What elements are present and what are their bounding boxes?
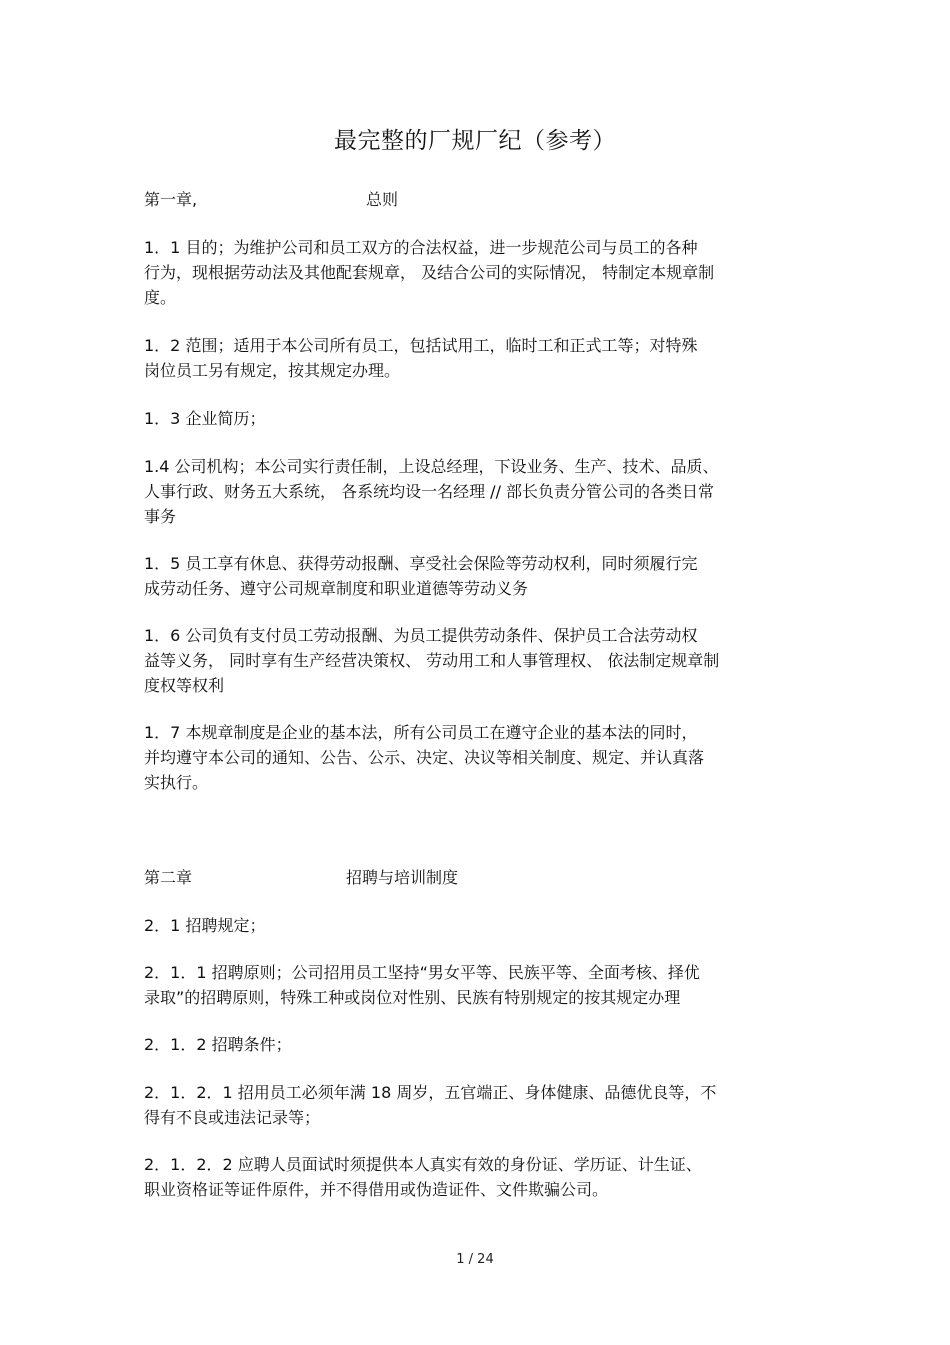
paragraph-2-1	[144, 913, 804, 938]
paragraph-2-1-1	[144, 960, 804, 1010]
text-line: 录取”的招聘原则，特殊工种或岗位对性别、民族有特别规定的按其规定办理	[144, 988, 681, 1007]
paragraph-1-4	[144, 454, 804, 529]
paragraph-1-2	[144, 333, 804, 383]
page-number: 1 / 24	[456, 1252, 494, 1267]
chapter-name: 招聘与培训制度	[346, 868, 459, 887]
text-line: 1．6 公司负有支付员工劳动报酬、为员工提供劳动条件、保护员工合法劳动权	[144, 626, 698, 645]
paragraph-2-1-2-2	[144, 1152, 804, 1202]
text-line: 1．3 企业简历；	[144, 409, 266, 428]
paragraph-2-1-2-1	[144, 1080, 804, 1130]
text-line: 1．7 本规章制度是企业的基本法，所有公司员工在遵守企业的基本法的同时，	[144, 723, 698, 742]
text-line: 得有不良或违法记录等；	[144, 1108, 321, 1127]
text-line: 职业资格证等证件原件，并不得借用或伪造证件、文件欺骗公司。	[144, 1180, 609, 1199]
text-line: 1．2 范围；适用于本公司所有员工，包括试用工，临时工和正式工等；对特殊	[144, 336, 698, 355]
chapter-name: 总则	[366, 190, 399, 209]
text-line: 实执行。	[144, 773, 209, 792]
paragraph-1-1	[144, 235, 804, 310]
chapter-label: 第一章,	[144, 190, 198, 209]
text-line: 1．1 目的；为维护公司和员工双方的合法权益，进一步规范公司与员工的各种	[144, 238, 698, 257]
text-line: 度。	[144, 288, 177, 307]
text-line: 2．1．2．1 招用员工必须年满 18 周岁，五官端正、身体健康、品德优良等，不	[144, 1083, 717, 1102]
text-line: 1.4 公司机构；本公司实行责任制，上设总经理，下设业务、生产、技术、品质、	[144, 457, 719, 476]
text-line: 度权等权利	[144, 676, 225, 695]
text-line: 2．1 招聘规定；	[144, 916, 266, 935]
paragraph-1-7	[144, 720, 804, 795]
text-line: 人事行政、财务五大系统， 各系统均设一名经理 // 部长负责分管公司的各类日常	[144, 482, 715, 501]
text-line: 2．1．2．2 应聘人员面试时须提供本人真实有效的身份证、学历证、计生证、	[144, 1155, 702, 1174]
paragraph-1-3	[144, 406, 804, 431]
chapter-heading-1	[144, 188, 399, 212]
paragraph-1-6	[144, 623, 804, 698]
text-line: 1．5 员工享有休息、获得劳动报酬、享受社会保险等劳动权利，同时须履行完	[144, 554, 698, 573]
paragraph-1-5	[144, 551, 804, 601]
text-line: 2．1．2 招聘条件；	[144, 1035, 292, 1054]
text-line: 行为，现根据劳动法及其他配套规章， 及结合公司的实际情况， 特制定本规章制	[144, 263, 715, 282]
chapter-label: 第二章	[144, 868, 193, 887]
text-line: 2．1．1 招聘原则；公司招用员工坚持“男女平等、民族平等、全面考核、择优	[144, 963, 700, 982]
text-line: 并均遵守本公司的通知、公告、公示、决定、决议等相关制度、规定、并认真落	[144, 748, 705, 767]
text-line: 益等义务， 同时享有生产经营决策权、 劳动用工和人事管理权、 依法制定规章制	[144, 651, 720, 670]
paragraph-2-1-2	[144, 1032, 804, 1057]
chapter-heading-2	[144, 866, 459, 890]
text-line: 事务	[144, 507, 177, 526]
text-line: 岗位员工另有规定，按其规定办理。	[144, 361, 401, 380]
document-title: 最完整的厂规厂纪（参考）	[334, 128, 616, 154]
text-line: 成劳动任务、遵守公司规章制度和职业道德等劳动义务	[144, 579, 529, 598]
